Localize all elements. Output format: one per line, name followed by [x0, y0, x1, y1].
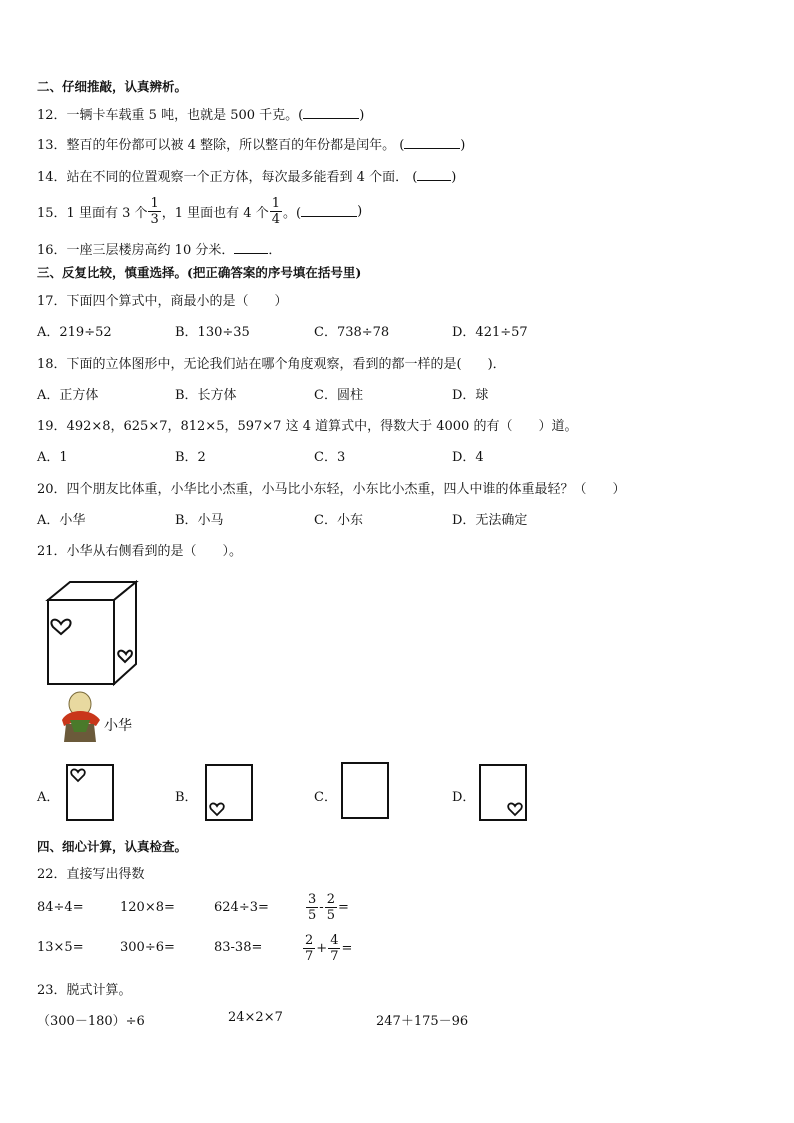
option-d-face[interactable]: [479, 764, 527, 821]
option-b[interactable]: B．: [175, 790, 198, 805]
heart-icon: [70, 768, 86, 783]
option-d[interactable]: D．4: [452, 450, 484, 465]
question-15: 15．1 里面有 3 个 $\frac{1}{3}$ ，1 里面也有 4 个 $\frac{1}{4}$ 。( ): [37, 195, 363, 227]
option-c[interactable]: C．: [314, 790, 337, 805]
calc-fraction-item: $\frac{2}{7}$ + $\frac{4}{7}$ =: [305, 932, 353, 964]
option-b[interactable]: B．2: [175, 450, 206, 465]
answer-blank[interactable]: [404, 137, 460, 149]
question-text: 13．整百的年份都可以被 4 整除，所以整百的年份都是闰年。 (: [37, 138, 405, 153]
cube-figure: [40, 578, 140, 690]
answer-blank[interactable]: [417, 169, 451, 181]
option-a[interactable]: A．219÷52: [37, 325, 112, 340]
question-12: 12．一辆卡车载重 5 吨，也就是 500 千克。( ): [37, 108, 365, 123]
option-a[interactable]: A．1: [37, 450, 68, 465]
option-a[interactable]: A．: [37, 790, 60, 805]
section-heading-3: 三、反复比较，慎重选择。(把正确答案的序号填在括号里): [37, 265, 362, 280]
section-heading-4: 四、细心计算，认真检查。: [37, 839, 188, 854]
option-c[interactable]: C．圆柱: [314, 388, 363, 403]
answer-blank[interactable]: [301, 205, 357, 217]
question-20: 20．四个朋友比体重，小华比小杰重，小马比小东轻，小东比小杰重，四人中谁的体重最轻？（ ）: [37, 482, 626, 497]
question-text: 12．一辆卡车载重 5 吨，也就是 500 千克。(: [37, 108, 304, 123]
option-a[interactable]: A．小华: [37, 513, 86, 528]
question-text: 14．站在不同的位置观察一个正方体，每次最多能看到 4 个面． (: [37, 170, 418, 185]
option-c[interactable]: C．小东: [314, 513, 363, 528]
option-b[interactable]: B．130÷35: [175, 325, 250, 340]
option-a[interactable]: A．正方体: [37, 388, 99, 403]
calc-fraction-item: $\frac{3}{5}$ - $\frac{2}{5}$ =: [308, 891, 349, 923]
calc-item: （300－180）÷6: [37, 1014, 145, 1029]
question-22: 22．直接写出得数: [37, 867, 145, 882]
question-21: 21．小华从右侧看到的是（ ）。: [37, 544, 243, 559]
option-d[interactable]: D．421÷57: [452, 325, 528, 340]
option-b[interactable]: B．小马: [175, 513, 224, 528]
question-16: 16．一座三层楼房高约 10 分米． ．: [37, 243, 282, 258]
option-b[interactable]: B．长方体: [175, 388, 237, 403]
option-d[interactable]: D．球: [452, 388, 489, 403]
answer-blank[interactable]: [303, 107, 359, 119]
fraction-one-quarter: $\frac{1}{4}$: [271, 195, 280, 227]
calc-item: 84÷4=: [37, 900, 84, 915]
question-18: 18．下面的立体图形中，无论我们站在哪个角度观察，看到的都一样的是( )．: [37, 357, 506, 372]
option-c-face[interactable]: [341, 762, 389, 819]
calc-item: 24×2×7: [228, 1010, 283, 1025]
question-17: 17．下面四个算式中，商最小的是（ ）: [37, 294, 288, 309]
question-14: 14．站在不同的位置观察一个正方体，每次最多能看到 4 个面． ( ): [37, 170, 457, 185]
question-text: 16．一座三层楼房高约 10 分米．: [37, 243, 235, 258]
calc-item: 624÷3=: [214, 900, 269, 915]
question-19: 19．492×8，625×7，812×5，597×7 这 4 道算式中，得数大于 4000 的有（ ）道。: [37, 419, 578, 434]
option-d[interactable]: D．无法确定: [452, 513, 528, 528]
answer-blank[interactable]: [234, 242, 268, 254]
option-d[interactable]: D．: [452, 790, 476, 805]
boy-figure-icon: [56, 690, 104, 744]
option-c[interactable]: C．3: [314, 450, 346, 465]
calc-item: 120×8=: [120, 900, 175, 915]
heart-icon: [507, 802, 523, 817]
calc-item: 300÷6=: [120, 940, 175, 955]
person-label: 小华: [104, 718, 132, 734]
option-c[interactable]: C．738÷78: [314, 325, 390, 340]
option-b-face[interactable]: [205, 764, 253, 821]
question-23: 23．脱式计算。: [37, 983, 132, 998]
calc-item: 13×5=: [37, 940, 84, 955]
option-a-face[interactable]: [66, 764, 114, 821]
calc-item: 83-38=: [214, 940, 263, 955]
question-13: 13．整百的年份都可以被 4 整除，所以整百的年份都是闰年。 ( ): [37, 138, 466, 153]
calc-item: 247＋175－96: [376, 1014, 469, 1029]
fraction-one-third: $\frac{1}{3}$: [150, 195, 159, 227]
heart-icon: [209, 802, 225, 817]
section-heading-2: 二、仔细推敲，认真辨析。: [37, 79, 188, 94]
